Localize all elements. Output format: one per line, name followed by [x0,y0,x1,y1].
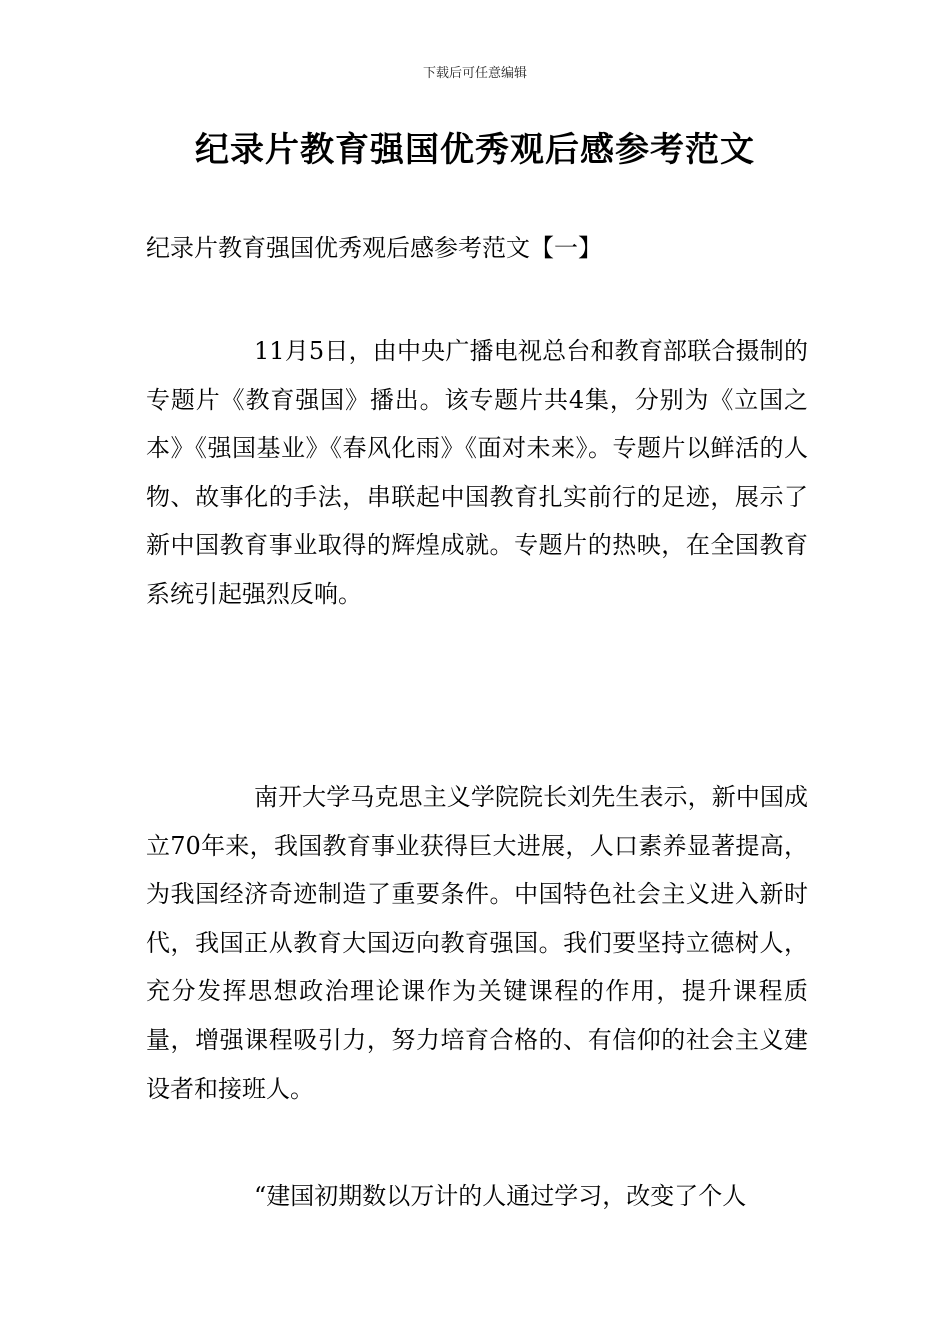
paragraph-2: 南开大学马克思主义学院院长刘先生表示，新中国成立70年来，我国教育事业获得巨大进展，人口素养显著提高，为我国经济奇迹制造了重要条件。中国特色社会主义进入新时代，我国正从教育大国迈向教育强国。我们要坚持立德树人，充分发挥思想政治理论课作为关键课程的作用，提升课程质量，增强课程吸引力，努力培育合格的、有信仰的社会主义建设者和接班人。 [146,783,808,1103]
document-title: 纪录片教育强国优秀观后感参考范文 [195,130,755,170]
section-heading: 纪录片教育强国优秀观后感参考范文【一】 [146,234,602,262]
paragraph-3: “建国初期数以万计的人通过学习，改变了个人 [254,1182,747,1210]
header-note: 下载后可任意编辑 [422,66,527,81]
paragraph-1: 11月5日，由中央广播电视总台和教育部联合摄制的专题片《教育强国》播出。该专题片共4集，分别为《立国之本》《强国基业》《春风化雨》《面对未来》。专题片以鲜活的人物、故事化的手法，串联起中国教育扎实前行的足迹，展示了新中国教育事业取得的辉煌成就。专题片的热映，在全国教育系统引起强烈反响。 [146,337,808,608]
